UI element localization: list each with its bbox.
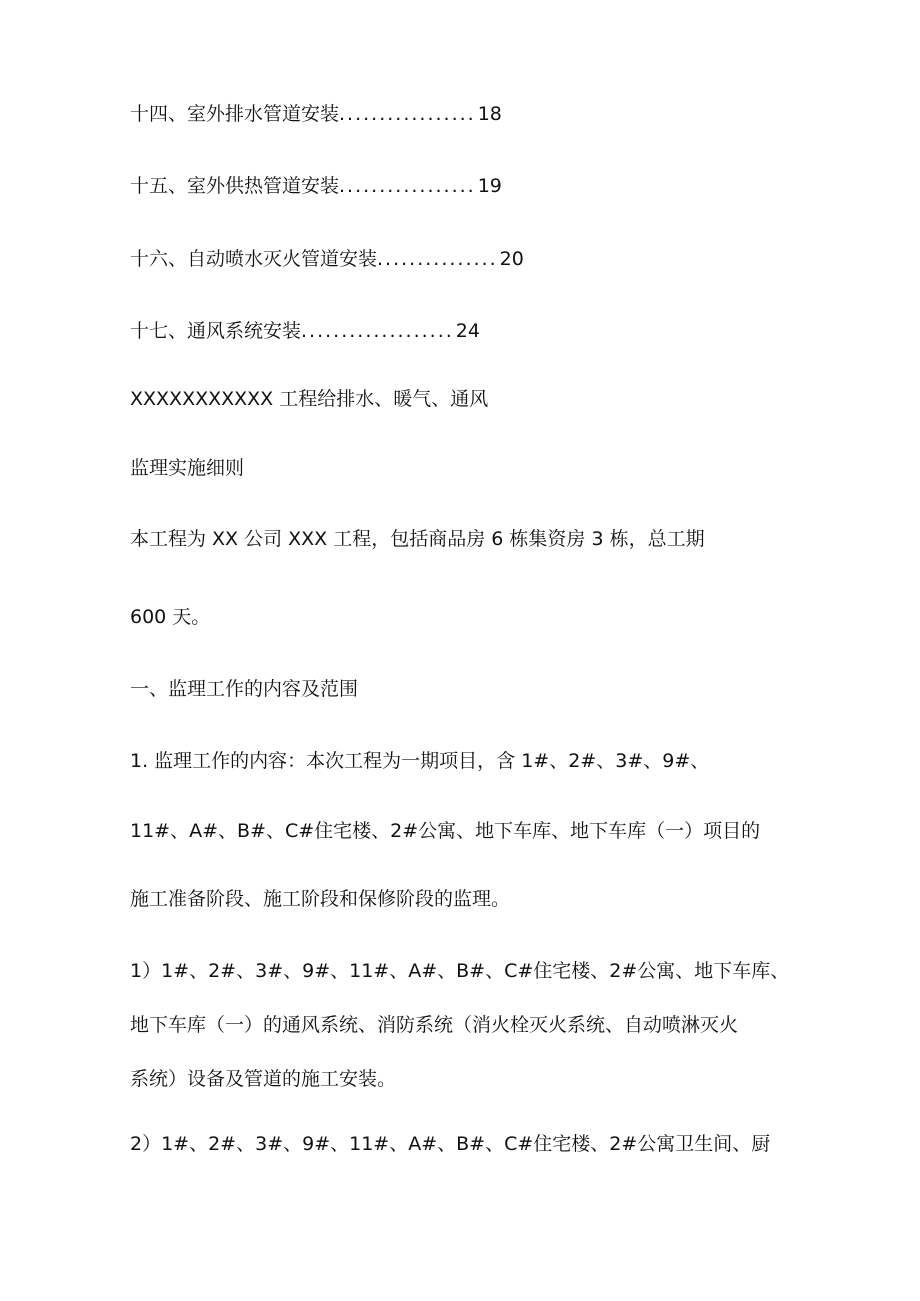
intro-line1: 本工程为 XX 公司 XXX 工程，包括商品房 6 栋集资房 3 栋，总工期 bbox=[130, 528, 705, 550]
toc-title: 十五、室外供热管道安装 bbox=[130, 175, 340, 197]
toc-dots: ................... bbox=[301, 320, 454, 342]
toc-dots: ................. bbox=[339, 175, 476, 197]
section1-heading: 一、监理工作的内容及范围 bbox=[130, 678, 359, 700]
item1-line3: 施工准备阶段、施工阶段和保修阶段的监理。 bbox=[130, 888, 511, 910]
document-title-line2: 监理实施细则 bbox=[130, 457, 245, 479]
document-title-line1: XXXXXXXXXXX 工程给排水、暖气、通风 bbox=[130, 388, 489, 410]
intro-line2: 600 天。 bbox=[130, 606, 211, 628]
toc-dots: ................. bbox=[339, 103, 476, 125]
toc-page-number: 19 bbox=[477, 175, 502, 197]
sub1-line1: 1）1#、2#、3#、9#、11#、A#、B#、C#住宅楼、2#公寓、地下车库、 bbox=[130, 960, 790, 982]
item1-line2: 11#、A#、B#、C#住宅楼、2#公寓、地下车库、地下车库（一）项目的 bbox=[130, 820, 761, 842]
toc-page-number: 18 bbox=[477, 103, 502, 125]
toc-page-number: 24 bbox=[455, 320, 480, 342]
toc-title: 十四、室外排水管道安装 bbox=[130, 103, 340, 125]
toc-page-number: 20 bbox=[499, 248, 524, 270]
toc-entry-17 bbox=[130, 318, 480, 344]
sub1-line3: 系统）设备及管道的施工安装。 bbox=[130, 1068, 397, 1090]
toc-entry-15 bbox=[130, 173, 502, 199]
sub2-line1: 2）1#、2#、3#、9#、11#、A#、B#、C#住宅楼、2#公寓卫生间、厨 bbox=[130, 1133, 771, 1155]
sub1-line2: 地下车库（一）的通风系统、消防系统（消火栓灭火系统、自动喷淋灭火 bbox=[130, 1014, 739, 1036]
item1-line1: 1. 监理工作的内容：本次工程为一期项目，含 1#、2#、3#、9#、 bbox=[130, 750, 710, 772]
toc-title: 十七、通风系统安装 bbox=[130, 320, 302, 342]
toc-dots: ............... bbox=[377, 248, 498, 270]
toc-entry-16 bbox=[130, 246, 524, 272]
toc-entry-14 bbox=[130, 101, 502, 127]
toc-title: 十六、自动喷水灭火管道安装 bbox=[130, 248, 378, 270]
